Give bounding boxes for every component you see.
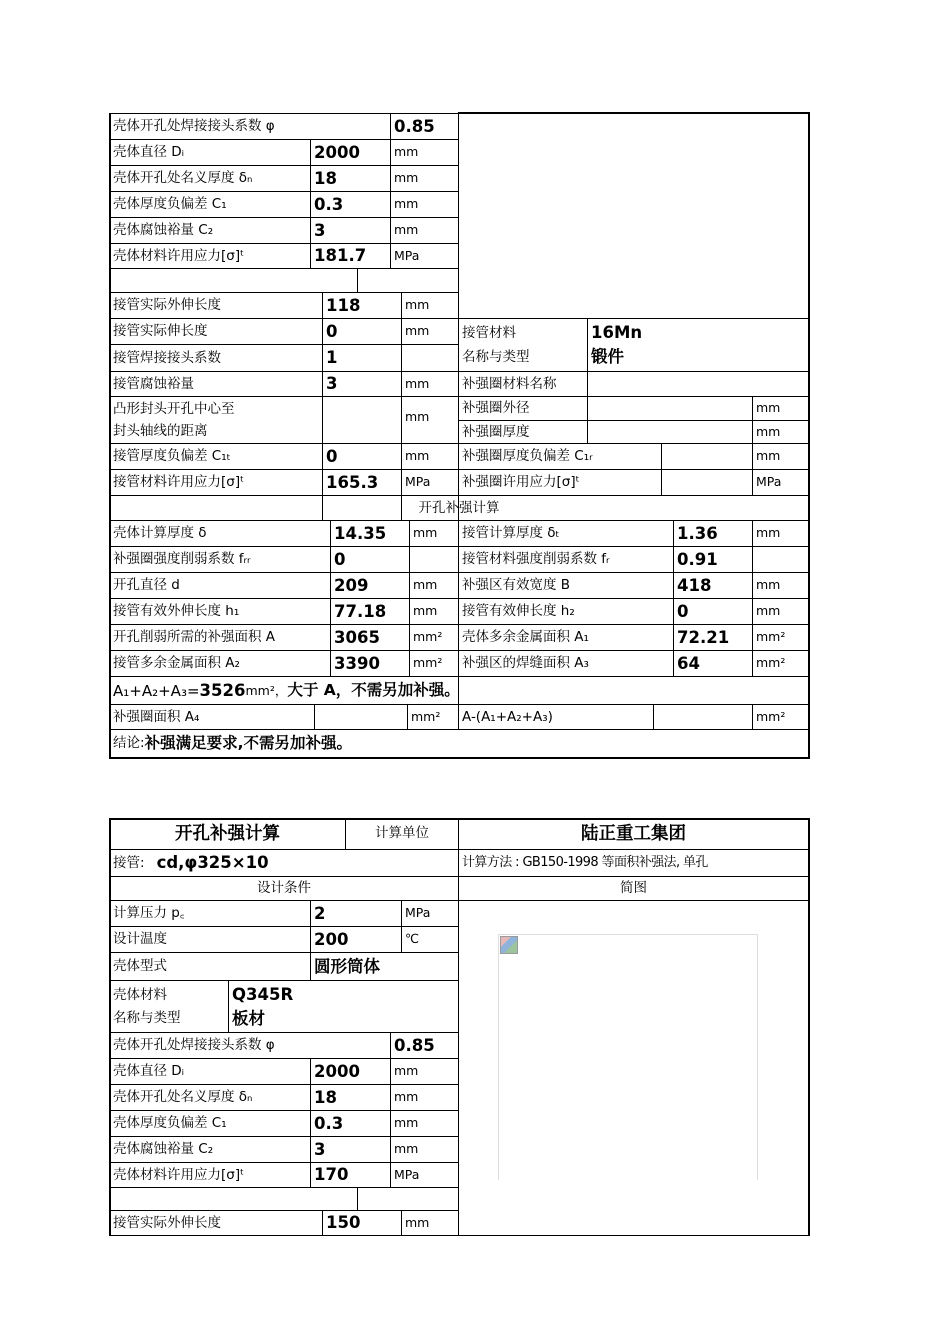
shell-c2-value: 3	[314, 1139, 326, 1159]
shell-thickness-label: 壳体开孔处名义厚度 δₙ	[113, 170, 253, 187]
shell-diameter-unit: mm	[394, 144, 419, 159]
nozzle-stress-unit: MPa	[405, 474, 431, 489]
calc-row-value-left: 0	[334, 549, 346, 569]
shell-thickness-value: 18	[314, 1087, 337, 1107]
calc-row-value-right: 418	[677, 575, 712, 595]
calc-row-value-left: 3390	[334, 653, 380, 673]
shell-thickness-unit: mm	[394, 1089, 419, 1104]
calc-unit-label: 计算单位	[375, 825, 429, 841]
calc-row-unit-right: mm	[756, 577, 781, 592]
nozzle-weld-factor-label: 接管焊接接头系数	[113, 349, 221, 366]
shell-type-label: 壳体型式	[113, 958, 167, 975]
calc-row-label-left: 开孔直径 d	[113, 577, 180, 594]
shell-c2-label: 壳体腐蚀裕量 C₂	[113, 1141, 214, 1158]
shell-material-grade: Q345R	[232, 984, 294, 1004]
weld-factor-label: 壳体开孔处焊接接头系数 φ	[113, 118, 275, 135]
nozzle-stress-label: 接管材料许用应力[σ]ᵗ	[113, 474, 245, 491]
calc-row-label-left: 接管多余金属面积 A₂	[113, 655, 240, 672]
nozzle-c1t-label: 接管厚度负偏差 C₁ₜ	[113, 448, 231, 465]
ring-stress-label: 补强圈许用应力[σ]ᵗ	[462, 474, 580, 491]
calc-row-unit-right: mm	[756, 603, 781, 618]
shell-c1-value: 0.3	[314, 194, 344, 214]
calc-row-unit-right: mm²	[756, 655, 786, 670]
nozzle-material-grade: 16Mn	[591, 323, 643, 343]
shell-diameter-value: 2000	[314, 1061, 360, 1081]
broken-image-icon	[500, 936, 518, 954]
calc-row-label-right: 壳体多余金属面积 A₁	[462, 629, 589, 646]
shell-stress-label: 壳体材料许用应力[σ]ᵗ	[113, 247, 245, 264]
shell-stress-value: 170	[314, 1165, 349, 1185]
shell-diameter-label: 壳体直径 Dᵢ	[113, 144, 185, 161]
design-conditions-header: 设计条件	[257, 880, 311, 897]
head-offset-unit: mm	[405, 408, 430, 424]
calc-row-value-left: 209	[334, 575, 369, 595]
calc-row-value-right: 1.36	[677, 523, 718, 543]
nozzle-c1t-unit: mm	[405, 448, 430, 463]
nozzle-material-type: 锻件	[591, 347, 624, 366]
nozzle-int-length-unit: mm	[405, 323, 430, 338]
design-temp-value: 200	[314, 929, 349, 949]
area-sum-statement	[110, 677, 808, 704]
shell-material-value	[229, 981, 458, 1032]
area-sum-value: 3526	[199, 680, 246, 700]
shell-thickness-label: 壳体开孔处名义厚度 δₙ	[113, 1089, 253, 1106]
calc-pressure-label: 计算压力 p꜀	[113, 905, 185, 922]
nozzle-id-value: cd,φ325×10	[156, 853, 269, 873]
head-offset-label-line1: 凸形封头开孔中心至	[113, 400, 235, 417]
ring-thk-unit: mm	[756, 424, 781, 439]
shell-c1-unit: mm	[394, 196, 419, 211]
shell-c2-label: 壳体腐蚀裕量 C₂	[113, 222, 214, 239]
shell-material-label-line2: 名称与类型	[113, 1009, 181, 1026]
nozzle-c1t-value: 0	[326, 446, 338, 466]
nozzle-corrosion-label: 接管腐蚀裕量	[113, 375, 194, 392]
nozzle-material-label-line1: 接管材料	[462, 324, 516, 341]
ring-thk-label: 补强圈厚度	[462, 423, 530, 440]
ring-area-label: 补强圈面积 A₄	[113, 708, 200, 725]
area-sum-conclusion: 大于 A，不需另加补强。	[287, 681, 460, 700]
area-difference-label: A-(A₁+A₂+A₃)	[462, 708, 553, 725]
ring-c1r-unit: mm	[756, 448, 781, 463]
conclusion-text: 补强满足要求,不需另加补强。	[144, 734, 352, 753]
calc-row-label-right: 接管计算厚度 δₜ	[462, 525, 560, 542]
ring-c1r-label: 补强圈厚度负偏差 C₁ᵣ	[462, 448, 593, 465]
calc-row-value-right: 64	[677, 653, 700, 673]
nozzle-ext-length-unit: mm	[405, 1215, 430, 1230]
shell-diameter-label: 壳体直径 Dᵢ	[113, 1063, 185, 1080]
calc-method: 计算方法 : GB150-1998 等面积补强法, 单孔	[462, 855, 708, 871]
calc-row-value-right: 0.91	[677, 549, 718, 569]
calc-row-value-left: 3065	[334, 627, 380, 647]
calc-pressure-unit: MPa	[405, 905, 431, 920]
calc-row-unit-right: mm²	[756, 629, 786, 644]
doc-title: 开孔补强计算	[175, 824, 280, 844]
calc-row-unit-left: mm²	[413, 629, 443, 644]
calc-row-unit-left: mm	[413, 577, 438, 592]
calc-row-value-right: 0	[677, 601, 689, 621]
nozzle-int-length-label: 接管实际伸长度	[113, 323, 208, 340]
head-offset-label	[110, 397, 322, 443]
conclusion-label: 结论:	[113, 735, 145, 752]
calc-row-unit-left: mm²	[413, 655, 443, 670]
weld-factor-value: 0.85	[394, 116, 435, 136]
sketch-image-frame	[498, 934, 758, 1180]
calc-row-label-left: 接管有效外伸长度 h₁	[113, 603, 240, 620]
calc-row-label-left: 壳体计算厚度 δ	[113, 525, 207, 542]
shell-c1-label: 壳体厚度负偏差 C₁	[113, 196, 227, 213]
nozzle-ext-length-unit: mm	[405, 297, 430, 312]
shell-stress-unit: MPa	[394, 248, 420, 263]
calc-row-value-left: 77.18	[334, 601, 387, 621]
calc-row-label-left: 补强圈强度削弱系数 fᵣᵣ	[113, 551, 251, 568]
shell-c2-value: 3	[314, 220, 326, 240]
nozzle-material-label-line2: 名称与类型	[462, 349, 530, 365]
calc-row-label-right: 接管有效伸长度 h₂	[462, 603, 575, 620]
shell-thickness-value: 18	[314, 168, 337, 188]
nozzle-id-row	[110, 850, 458, 876]
nozzle-int-length-value: 0	[326, 321, 338, 341]
calc-row-label-right: 补强区的焊缝面积 A₃	[462, 655, 589, 672]
calc-row-label-right: 补强区有效宽度 B	[462, 577, 571, 594]
calc-row-unit-left: mm	[413, 603, 438, 618]
shell-diameter-value: 2000	[314, 142, 360, 162]
design-temp-unit: ℃	[405, 931, 420, 946]
ring-od-unit: mm	[756, 400, 781, 415]
ring-material-label: 补强圈材料名称	[462, 375, 557, 392]
shell-material-type: 板材	[232, 1008, 265, 1028]
shell-thickness-unit: mm	[394, 170, 419, 185]
calc-row-label-right: 接管材料强度削弱系数 fᵣ	[462, 551, 610, 568]
sketch-header: 简图	[620, 880, 647, 897]
nozzle-ext-length-label: 接管实际外伸长度	[113, 1214, 221, 1231]
company-name: 陆正重工集团	[581, 824, 686, 844]
calc-row-unit-left: mm	[413, 525, 438, 540]
shell-diameter-unit: mm	[394, 1063, 419, 1078]
shell-material-label	[110, 981, 228, 1032]
calc-row-value-left: 14.35	[334, 523, 387, 543]
shell-stress-label: 壳体材料许用应力[σ]ᵗ	[113, 1166, 245, 1183]
nozzle-ext-length-value: 118	[326, 295, 361, 315]
calc-row-label-left: 开孔削弱所需的补强面积 A	[113, 629, 276, 646]
nozzle-stress-value: 165.3	[326, 472, 379, 492]
shell-stress-value: 181.7	[314, 246, 367, 266]
nozzle-material-label	[459, 319, 587, 371]
calc-row-value-right: 72.21	[677, 627, 730, 647]
shell-c1-unit: mm	[394, 1115, 419, 1130]
area-sum-prefix: A₁+A₂+A₃=	[113, 681, 200, 700]
nozzle-ext-length-label: 接管实际外伸长度	[113, 297, 221, 314]
shell-stress-unit: MPa	[394, 1167, 420, 1182]
ring-stress-unit: MPa	[756, 474, 782, 489]
nozzle-corrosion-value: 3	[326, 374, 338, 394]
shell-material-label-line1: 壳体材料	[113, 987, 167, 1004]
ring-area-unit: mm²	[411, 709, 441, 724]
shell-c2-unit: mm	[394, 222, 419, 237]
ring-od-label: 补强圈外径	[462, 400, 530, 417]
calc-section-header: 开孔补强计算	[418, 499, 500, 516]
head-offset-label-line2: 封头轴线的距离	[113, 423, 208, 439]
nozzle-ext-length-value: 150	[326, 1213, 361, 1233]
calc-pressure-value: 2	[314, 903, 326, 923]
design-temp-label: 设计温度	[113, 931, 167, 948]
head-offset-value	[323, 397, 401, 443]
shell-c2-unit: mm	[394, 1141, 419, 1156]
shell-c1-value: 0.3	[314, 1113, 344, 1133]
shell-c1-label: 壳体厚度负偏差 C₁	[113, 1115, 227, 1132]
nozzle-weld-factor-value: 1	[326, 348, 338, 368]
nozzle-material-value	[588, 319, 808, 371]
weld-factor-label: 壳体开孔处焊接接头系数 φ	[113, 1037, 275, 1054]
shell-type-value: 圆形筒体	[314, 956, 380, 976]
nozzle-id-label: 接管:	[113, 854, 145, 871]
weld-factor-value: 0.85	[394, 1035, 435, 1055]
conclusion-row	[110, 730, 808, 757]
area-sum-unit: mm²，	[245, 683, 288, 698]
area-difference-unit: mm²	[756, 709, 786, 724]
calc-row-unit-right: mm	[756, 525, 781, 540]
nozzle-corrosion-unit: mm	[405, 376, 430, 391]
